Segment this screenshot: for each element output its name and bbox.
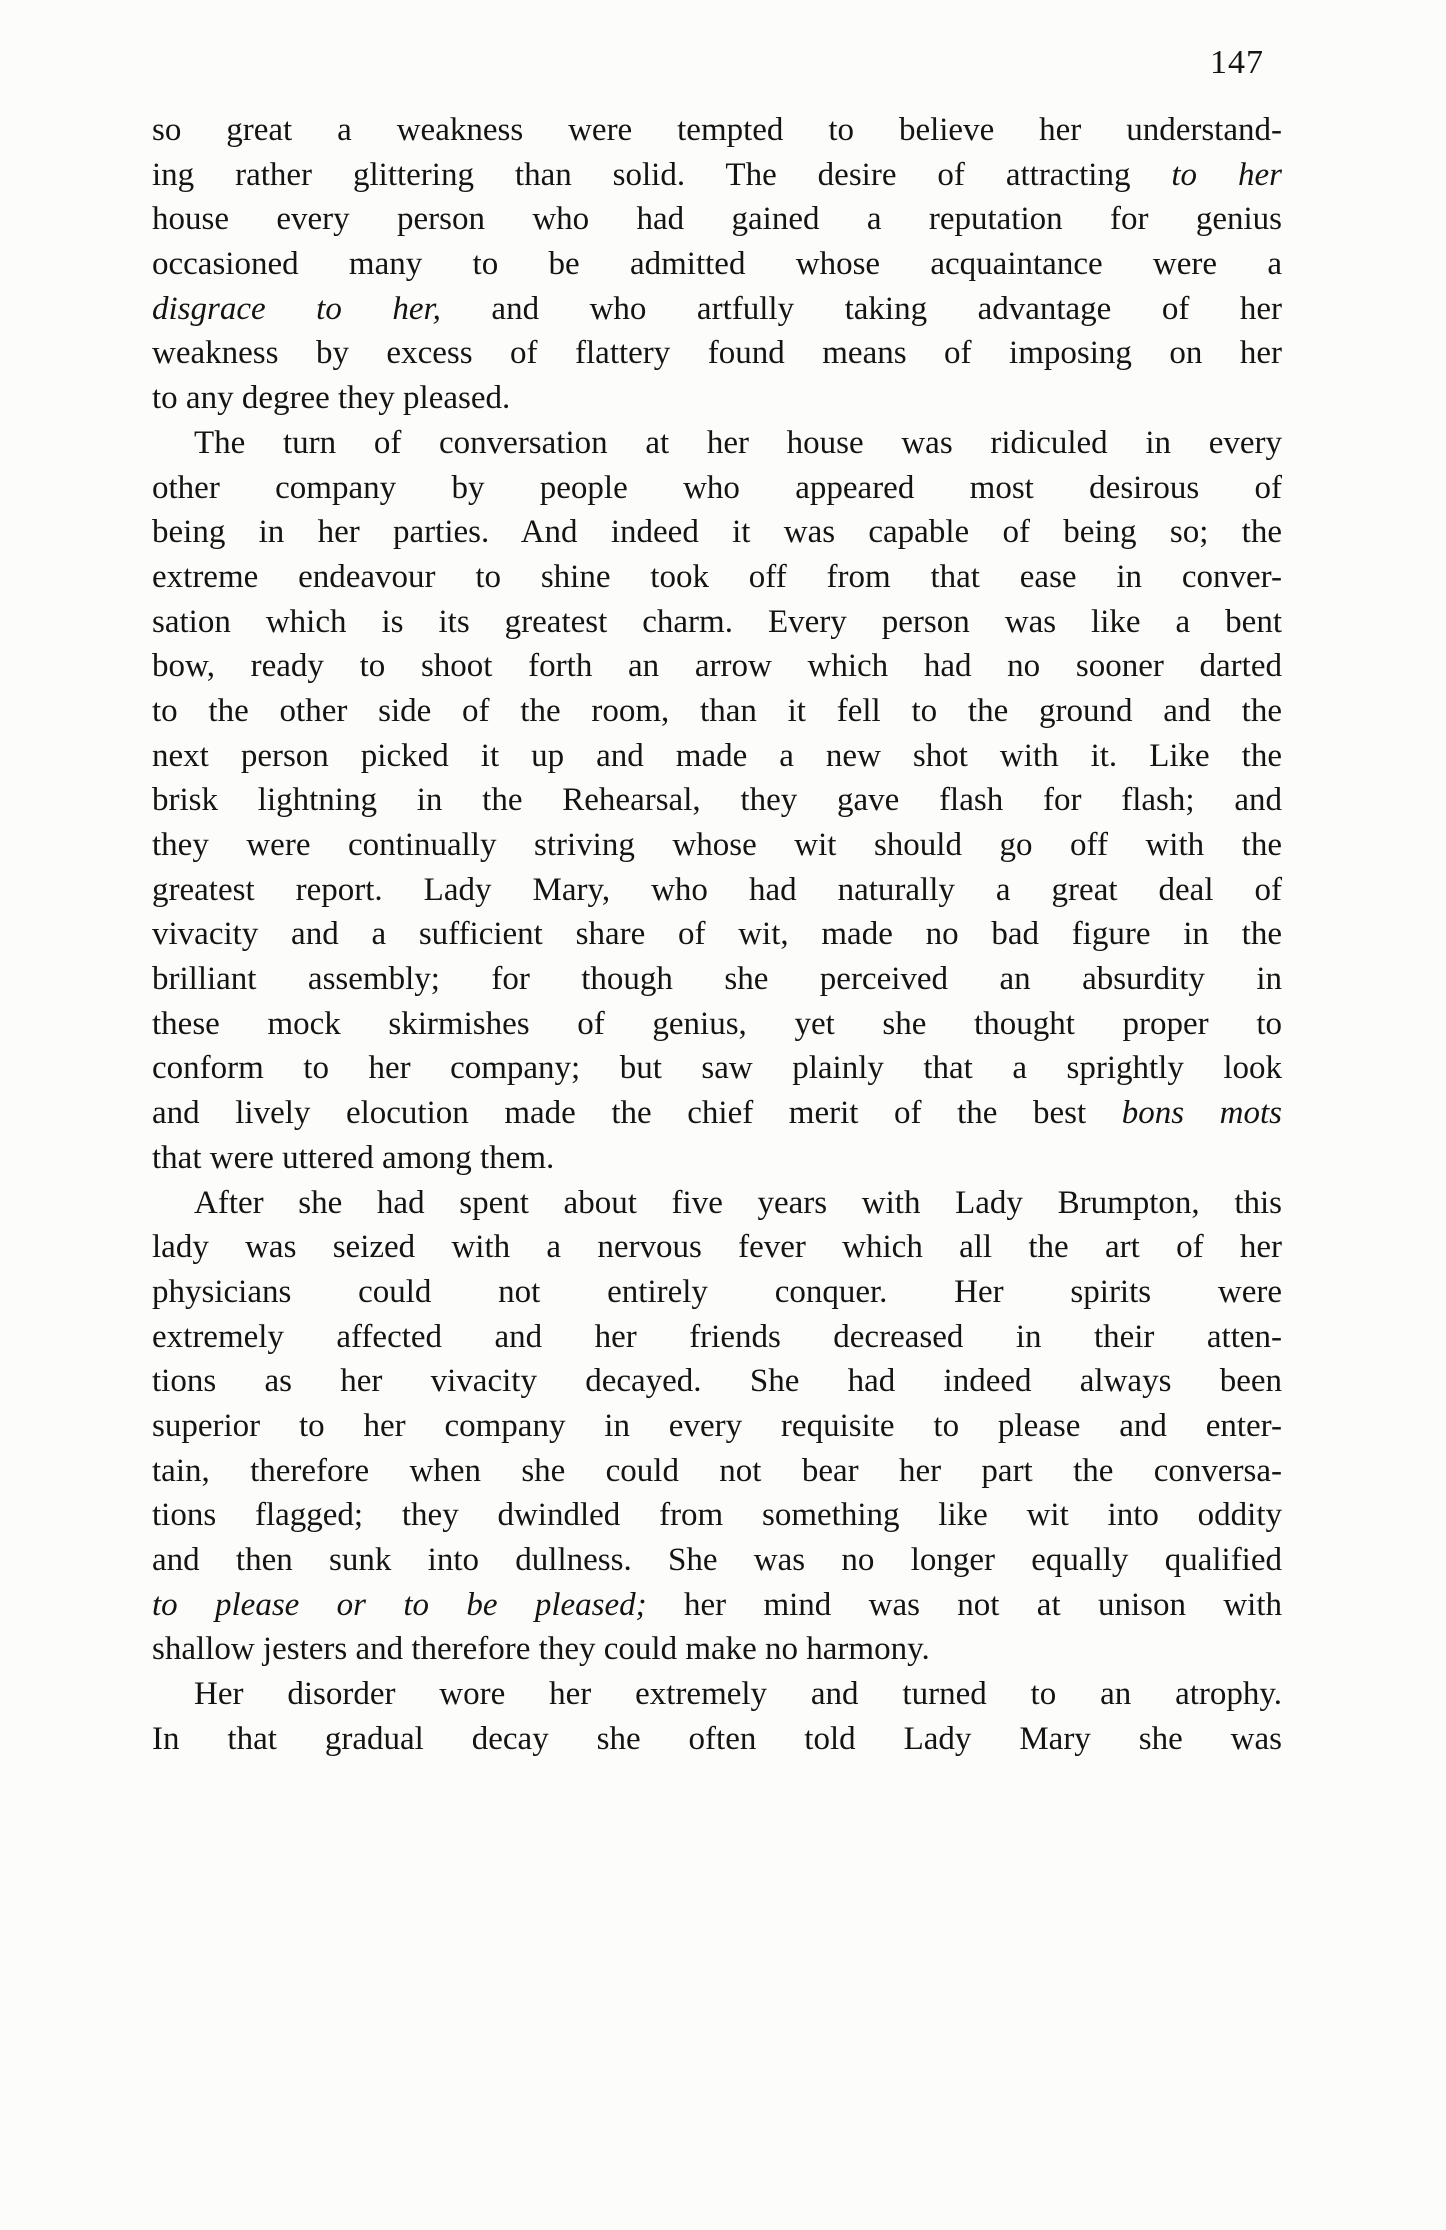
text-segment: extremely affected and her friends decreased in their atten- (152, 1318, 1282, 1355)
text-segment: extreme endeavour to shine took off from that ease in conver- (152, 558, 1282, 595)
page-number: 147 (1210, 44, 1264, 81)
text-line (152, 510, 1282, 555)
text-line (152, 197, 1282, 242)
text-segment: other company by people who appeared most desirous of (152, 469, 1282, 506)
text-line (152, 1046, 1282, 1091)
text-line (152, 1136, 1282, 1181)
text-segment: house every person who had gained a reputation for genius (152, 201, 1282, 238)
text-line (152, 1225, 1282, 1270)
italic-text: to her (1171, 156, 1282, 193)
text-line (152, 153, 1282, 198)
text-line (152, 912, 1282, 957)
text-line (152, 778, 1282, 823)
text-line (152, 331, 1282, 376)
text-line (152, 1404, 1282, 1449)
text-segment: and lively elocution made the chief merit of the best (152, 1095, 1122, 1132)
text-segment: vivacity and a sufficient share of wit, made no bad figure in the (152, 916, 1282, 953)
text-line (152, 868, 1282, 913)
text-segment: next person picked it up and made a new shot with it. Like the (152, 737, 1282, 774)
text-segment: tions flagged; they dwindled from something like wit into oddity (152, 1497, 1282, 1534)
text-segment: In that gradual decay she often told Lady Mary she was (152, 1720, 1282, 1757)
text-segment: so great a weakness were tempted to believe her understand- (152, 112, 1282, 148)
paragraph (152, 108, 1282, 421)
text-line (152, 1672, 1282, 1717)
text-segment: The turn of conversation at her house was ridiculed in every (194, 424, 1282, 461)
text-line (152, 108, 1282, 153)
text-segment: tain, therefore when she could not bear her part the conversa- (152, 1452, 1282, 1489)
text-line (152, 1181, 1282, 1226)
text-segment: these mock skirmishes of genius, yet she thought proper to (152, 1005, 1282, 1042)
paragraph (152, 1672, 1282, 1761)
text-segment: to the other side of the room, than it fell to the ground and the (152, 692, 1282, 729)
text-segment: and who artfully taking advantage of her (440, 290, 1282, 327)
text-segment: greatest report. Lady Mary, who had naturally a great deal of (152, 871, 1282, 908)
text-line (152, 957, 1282, 1002)
text-segment: bow, ready to shoot forth an arrow which had no sooner darted (152, 648, 1282, 685)
text-line (152, 1270, 1282, 1315)
text-line (152, 734, 1282, 779)
italic-text: to please or to be pleased; (152, 1586, 647, 1623)
text-segment: weakness by excess of flattery found means of imposing on her (152, 335, 1282, 372)
text-line (152, 1002, 1282, 1047)
text-segment: brilliant assembly; for though she perceived an absurdity in (152, 961, 1282, 998)
text-line (152, 1315, 1282, 1360)
text-line (152, 1359, 1282, 1404)
text-line (152, 1091, 1282, 1136)
text-line (152, 466, 1282, 511)
text-line (152, 644, 1282, 689)
text-line (152, 689, 1282, 734)
text-line (152, 1493, 1282, 1538)
text-line (152, 376, 1282, 421)
text-line (152, 1717, 1282, 1762)
text-line (152, 1449, 1282, 1494)
text-segment: occasioned many to be admitted whose acquaintance were a (152, 246, 1282, 283)
text-segment: Her disorder wore her extremely and turned to an atrophy. (194, 1676, 1282, 1713)
text-segment: ing rather glittering than solid. The desire of attracting (152, 156, 1172, 193)
text-segment: sation which is its greatest charm. Every person was like a bent (152, 603, 1282, 640)
italic-text: disgrace to her, (152, 290, 441, 327)
text-segment: brisk lightning in the Rehearsal, they gave flash for flash; and (152, 782, 1282, 819)
text-segment: After she had spent about five years with Lady Brumpton, this (194, 1184, 1282, 1221)
text-segment: conform to her company; but saw plainly that a sprightly look (152, 1050, 1282, 1087)
text-segment: superior to her company in every requisite to please and enter- (152, 1407, 1282, 1444)
text-line (152, 1627, 1282, 1672)
text-segment: they were continually striving whose wit should go off with the (152, 827, 1282, 863)
text-line (152, 555, 1282, 600)
text-segment: that were uttered among them. (152, 1139, 555, 1176)
text-segment: to any degree they pleased. (152, 380, 511, 417)
text-line (152, 421, 1282, 466)
text-segment: being in her parties. And indeed it was capable of being so; the (152, 514, 1282, 551)
text-segment: physicians could not entirely conquer. Her spirits were (152, 1273, 1282, 1310)
paragraph (152, 421, 1282, 1181)
text-segment: lady was seized with a nervous fever which all the art of her (152, 1229, 1282, 1266)
text-line (152, 287, 1282, 332)
text-line (152, 1538, 1282, 1583)
text-segment: tions as her vivacity decayed. She had indeed always been (152, 1363, 1282, 1400)
text-line (152, 242, 1282, 287)
text-line (152, 600, 1282, 645)
text-line (152, 1583, 1282, 1628)
page-text (152, 108, 1282, 1761)
text-segment: and then sunk into dullness. She was no longer equally qualified (152, 1542, 1282, 1578)
text-segment: her mind was not at unison with (646, 1586, 1282, 1623)
italic-text: bons mots (1121, 1095, 1282, 1132)
text-segment: shallow jesters and therefore they could make no harmony. (152, 1631, 930, 1668)
paragraph (152, 1181, 1282, 1673)
text-line (152, 823, 1282, 868)
